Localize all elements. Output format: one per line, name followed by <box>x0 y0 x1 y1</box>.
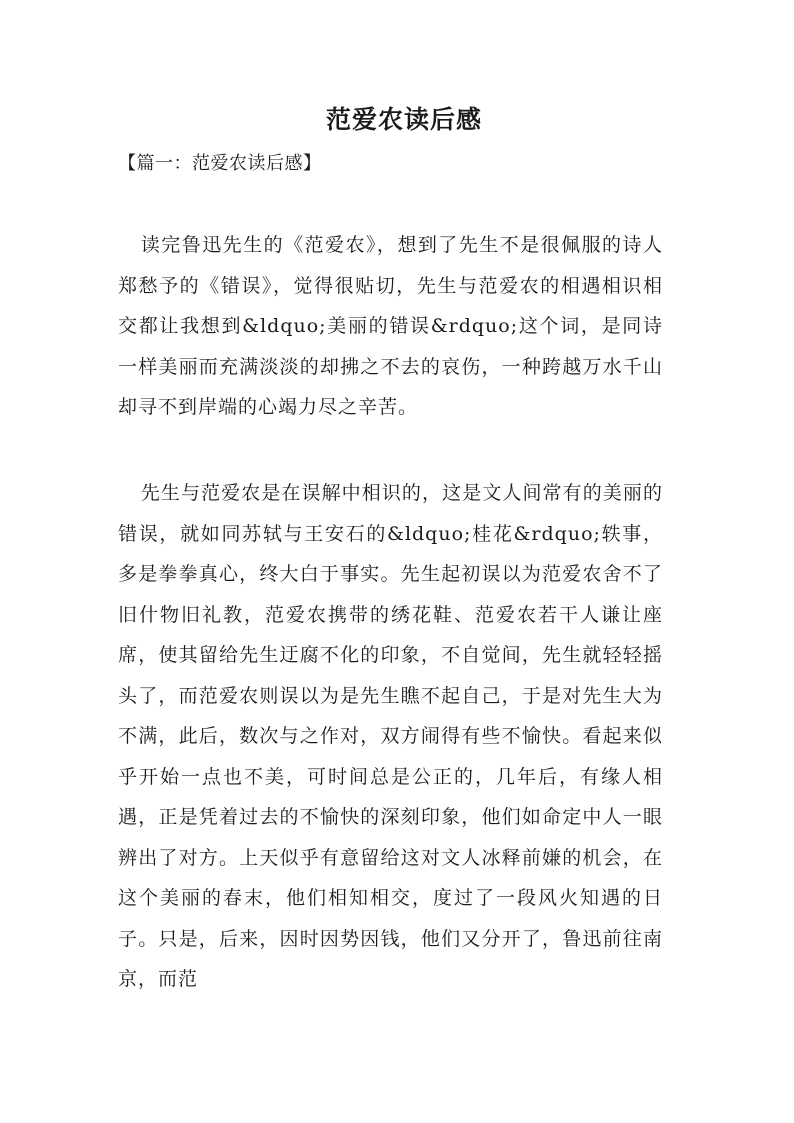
paragraph-2: 先生与范爱农是在误解中相识的，这是文人间常有的美丽的错误，就如同苏轼与王安石的&ldquo;桂花&rdquo;轶事，多是拳拳真心，终大白于事实。先生起初误以为范爱农舍不了旧什物旧礼教，范爱农携带的绣花鞋、范爱农若干人谦让座席，使其留给先生迂腐不化的印象，不自觉间，先生就轻轻摇头了，而范爱农则误以为是先生瞧不起自己，于是对先生大为不满，此后，数次与之作对，双方闹得有些不愉快。看起来似乎开始一点也不美，可时间总是公正的，几年后，有缘人相遇，正是凭着过去的不愉快的深刻印象，他们如命定中人一眼辨出了对方。上天似乎有意留给这对文人冰释前嫌的机会，在这个美丽的春末，他们相知相交，度过了一段风火知遇的日子。只是，后来，因时因势因钱，他们又分开了，鲁迅前往南京，而范 <box>118 482 663 990</box>
document-title: 范爱农读后感 <box>325 105 482 134</box>
section-heading: 【篇一：范爱农读后感】 <box>118 153 322 174</box>
paragraph-1: 读完鲁迅先生的《范爱农》，想到了先生不是很佩服的诗人郑愁予的《错误》，觉得很贴切，先生与范爱农的相遇相识相交都让我想到&ldquo;美丽的错误&rdquo;这个词，是同诗一样美丽而充满淡淡的却拂之不去的哀伤，一种跨越万水千山却寻不到岸端的心竭力尽之辛苦。 <box>118 234 663 418</box>
